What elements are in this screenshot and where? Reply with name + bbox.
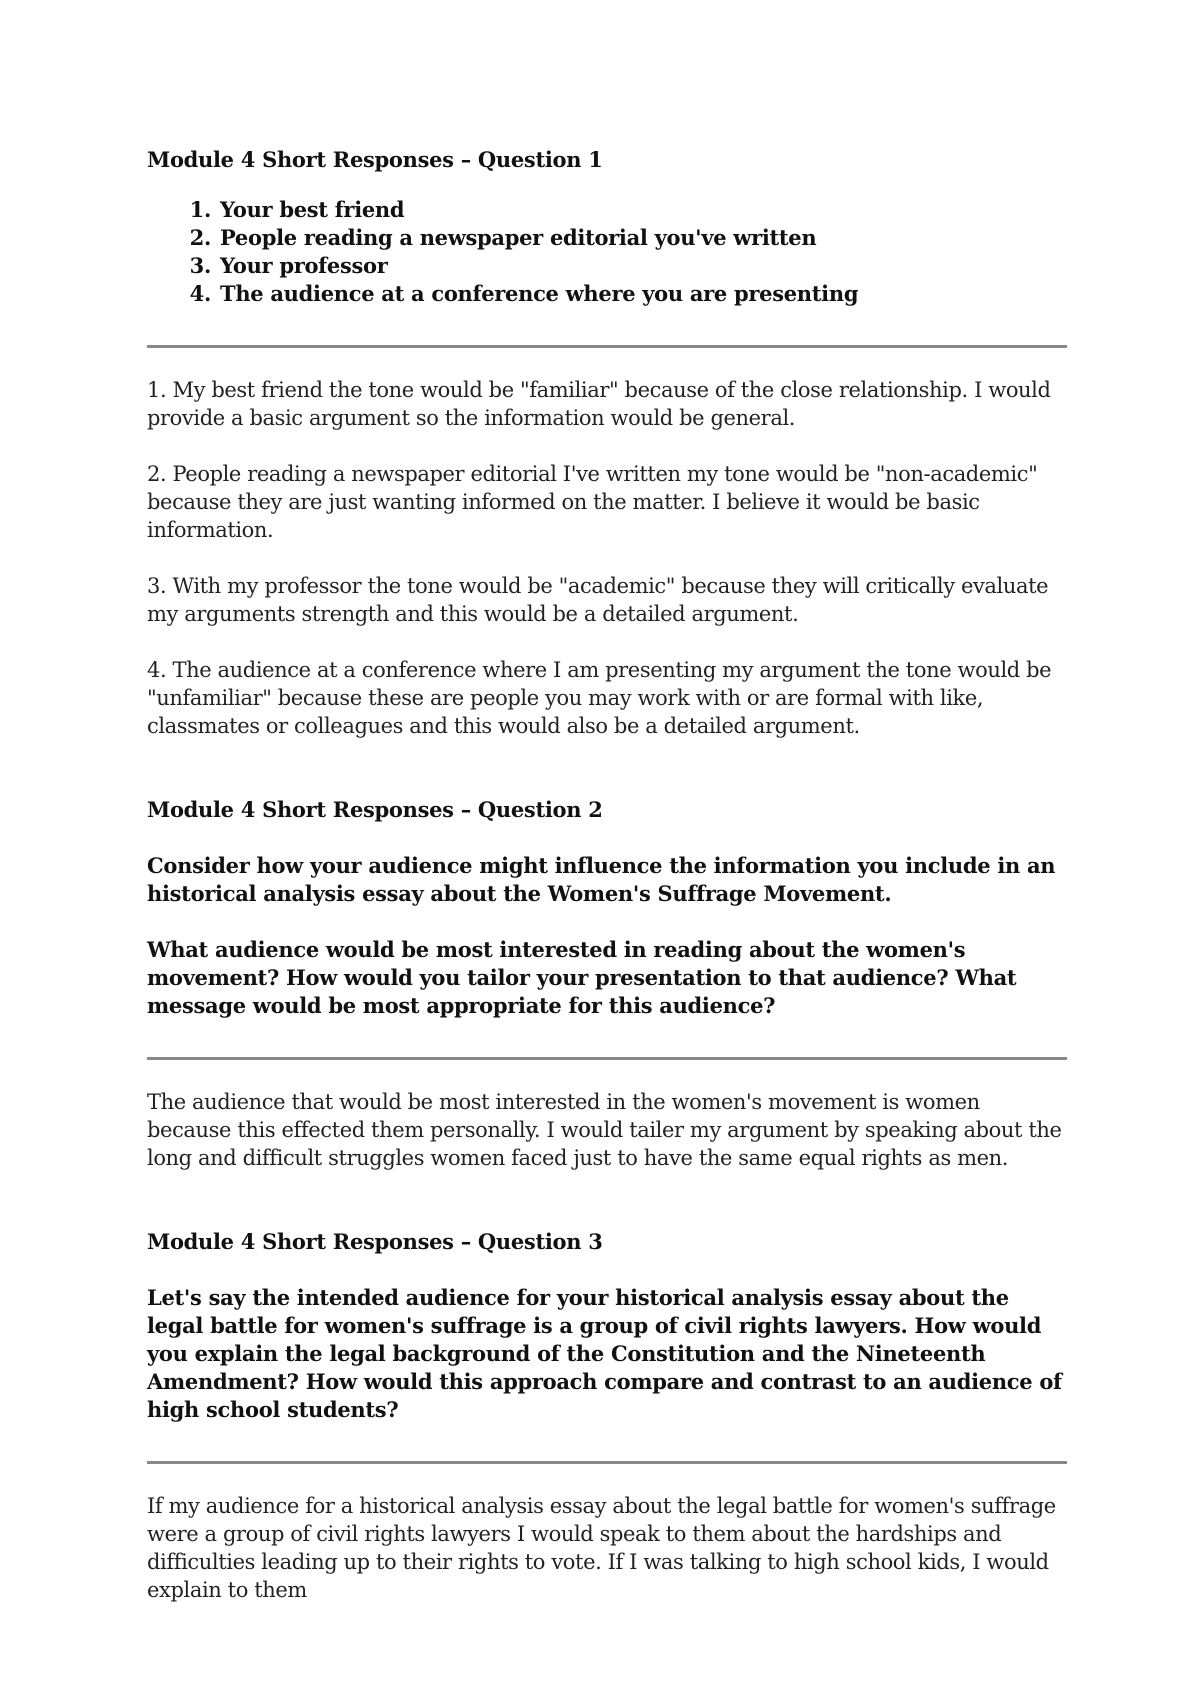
- question-2-heading: Module 4 Short Responses – Question 2: [147, 797, 603, 822]
- list-item: 3. Your professor: [218, 252, 1067, 280]
- section-divider: [147, 1461, 1067, 1464]
- question-1-answer-1: 1. My best friend the tone would be "familiar" because of the close relationship. I would provide a basic argument so the information would be general.: [147, 378, 1051, 430]
- list-item: 4. The audience at a conference where you are presenting: [218, 280, 1067, 308]
- question-1-answer-2: 2. People reading a newspaper editorial I've written my tone would be "non-academic" because they are just wanting informed on the matter. I believe it would be basic information.: [147, 462, 1038, 542]
- list-item: 2. People reading a newspaper editorial you've written: [218, 224, 1067, 252]
- question-3-heading: Module 4 Short Responses – Question 3: [147, 1229, 603, 1254]
- section-divider: [147, 345, 1067, 348]
- question-2-answer: The audience that would be most interested in the women's movement is women because this effected them personally. I would tailer my argument by speaking about the long and difficult struggles women faced just to have the same equal rights as men.: [147, 1090, 1062, 1170]
- question-1-answer-4: 4. The audience at a conference where I am presenting my argument the tone would be "unfamiliar" because these are people you may work with or are formal with like, classmates or colleagues and this would also be a detailed argument.: [147, 658, 1052, 738]
- question-2-prompt-2: What audience would be most interested in reading about the women's movement? How would you tailor your presentation to that audience? What message would be most appropriate for this audience?: [147, 937, 1017, 1018]
- question-1-heading: Module 4 Short Responses – Question 1: [147, 147, 603, 172]
- question-2-prompt-1: Consider how your audience might influence the information you include in an historical analysis essay about the Women's Suffrage Movement.: [147, 853, 1056, 906]
- question-3-answer: If my audience for a historical analysis essay about the legal battle for women's suffrage were a group of civil rights lawyers I would speak to them about the hardships and difficulties leading up to their rights to vote. If I was talking to high school kids, I would explain to them: [147, 1494, 1056, 1602]
- question-1-answer-3: 3. With my professor the tone would be "academic" because they will critically evaluate my arguments strength and this would be a detailed argument.: [147, 574, 1049, 626]
- question-3-prompt: Let's say the intended audience for your historical analysis essay about the legal battle for women's suffrage is a group of civil rights lawyers. How would you explain the legal background of the Constitution and the Nineteenth Amendment? How would this approach compare and contrast to an audience of high school students?: [147, 1285, 1062, 1422]
- document-body: [147, 146, 1067, 1604]
- question-1-audience-list: [147, 196, 1067, 308]
- list-item: 1. Your best friend: [218, 196, 1067, 224]
- section-divider: [147, 1057, 1067, 1060]
